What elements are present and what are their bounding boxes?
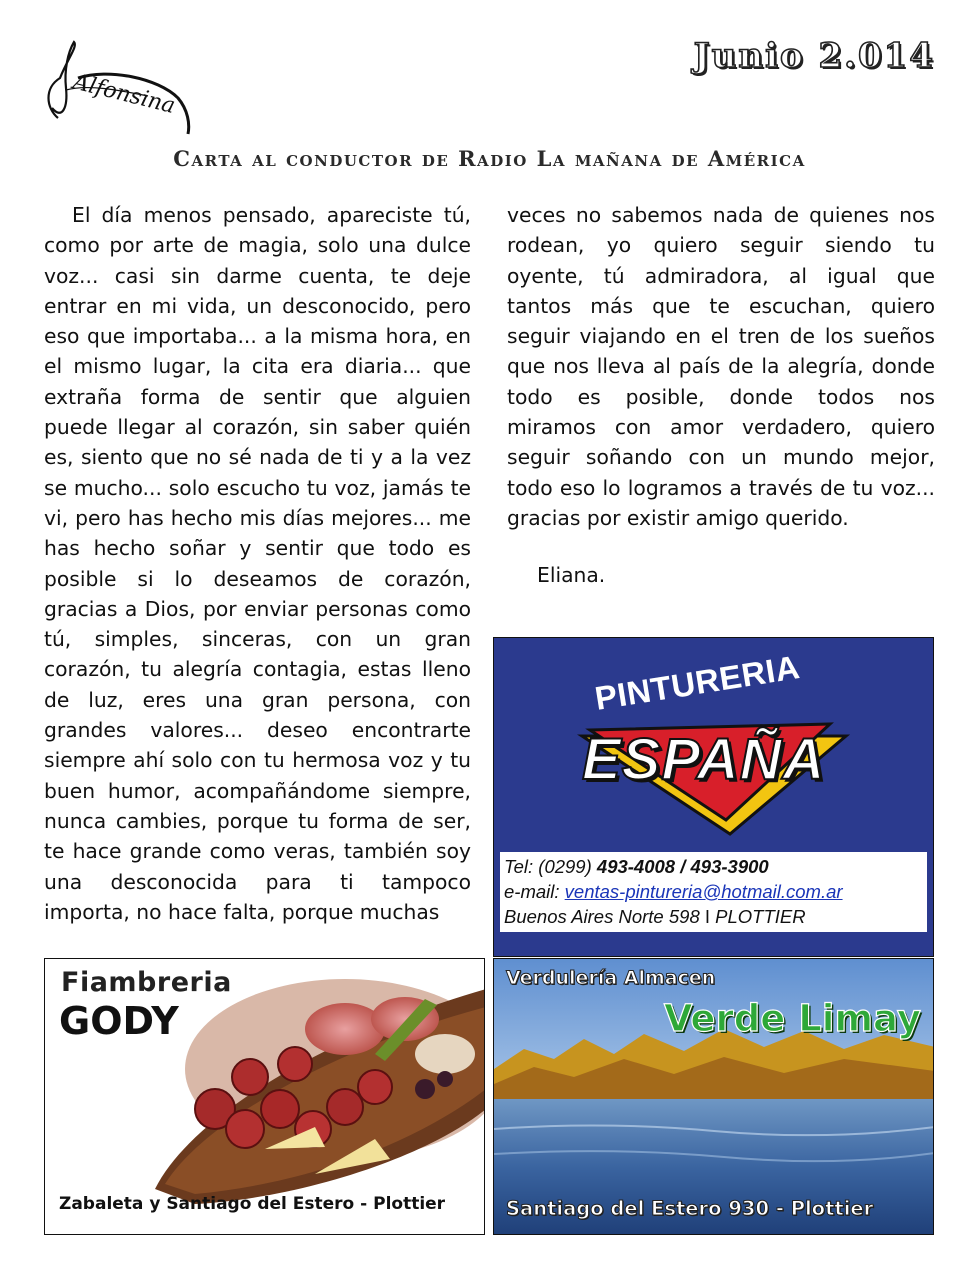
- address-city: PLOTTIER: [715, 906, 806, 927]
- logo-swash-icon: [38, 38, 198, 138]
- article-column-2: veces no sabemos nada de quienes nos rodean, yo quiero seguir siendo tu oyente, tú admiradora, al igual que tantos más que te escuchan, quiero seguir viajando en el tren de los sueños que nos lleva al país de la alegría, donde todo es posible, donde todos nos miramos con amor verdadero, quiero seguir soñando con un mundo mejor, todo eso lo logramos a través de tu voz... gracias por existir amigo querido.: [507, 203, 935, 530]
- ad-pintureria-contact: [500, 852, 927, 932]
- ad-verde-subtitle: Verdulería Almacen: [506, 967, 716, 989]
- article-signature: Eliana.: [537, 563, 606, 587]
- ad-gody-address: Zabaleta y Santiago del Estero - Plottier: [59, 1194, 446, 1214]
- alfonsina-logo: [38, 38, 198, 138]
- logo-text: Alfonsina: [70, 69, 178, 120]
- article-column-1: El día menos pensado, apareciste tú, como por arte de magia, solo una dulce voz... casi sin darme cuenta, te deje entrar en mi vida, un desconocido, pero eso que importaba... a la misma hora, en el mismo lugar, la cita era diaria... que extraña forma de sentir que alguien puede llegar al corazón, sin saber quién es, siento que no sé nada de ti y a la vez se mucho... solo escucho tu voz, jamás te vi, pero has hecho mis días mejores... me has hecho soñar y sentir que todo es posible si lo deseamos de corazón, gracias a Dios, por enviar personas como tú, simples, sinceras, con un gran corazón, tu alegría contagia, estas lleno de luz, eres una gran persona, con grandes valores... deseo encontrarte siempre ahí solo con tu hermosa voz y tu buen humor, acompañándome siempre, nunca cambies, porque tu forma de ser, te hace grande como veras, también soy una desconocida para ti tampoco importa, no hace falta, porque muchas: [44, 203, 471, 924]
- ad-fiambreria-gody: [44, 958, 485, 1235]
- email-label: e-mail:: [504, 881, 565, 902]
- ad-pintureria-espana: [493, 637, 934, 957]
- ad-pintureria-email-row: [504, 879, 923, 904]
- ad-gody-title: Fiambreria: [61, 967, 232, 998]
- address-separator: I: [699, 906, 716, 927]
- ad-verde-name: Verde Limay: [663, 997, 921, 1040]
- ad-gody-name: GODY: [59, 999, 179, 1043]
- tel-numbers: 493-4008 / 493-3900: [596, 856, 769, 877]
- ad-verde-limay: [493, 958, 934, 1235]
- tel-label: Tel: (0299): [504, 856, 597, 877]
- ad-pintureria-tel: [504, 854, 923, 879]
- issue-date: Junio 2.014: [693, 36, 935, 76]
- address-street: Buenos Aires Norte 598: [504, 906, 700, 927]
- article-title: Carta al conductor de Radio La mañana de América: [173, 146, 806, 171]
- ad-pintureria-word: PINTURERIA: [592, 648, 803, 717]
- ad-pintureria-address: [504, 904, 923, 929]
- ad-verde-address: Santiago del Estero 930 - Plottier: [506, 1197, 874, 1220]
- email-link[interactable]: ventas-pintureria@hotmail.com.ar: [564, 881, 843, 902]
- ad-espana-word: ESPAÑA: [582, 727, 826, 792]
